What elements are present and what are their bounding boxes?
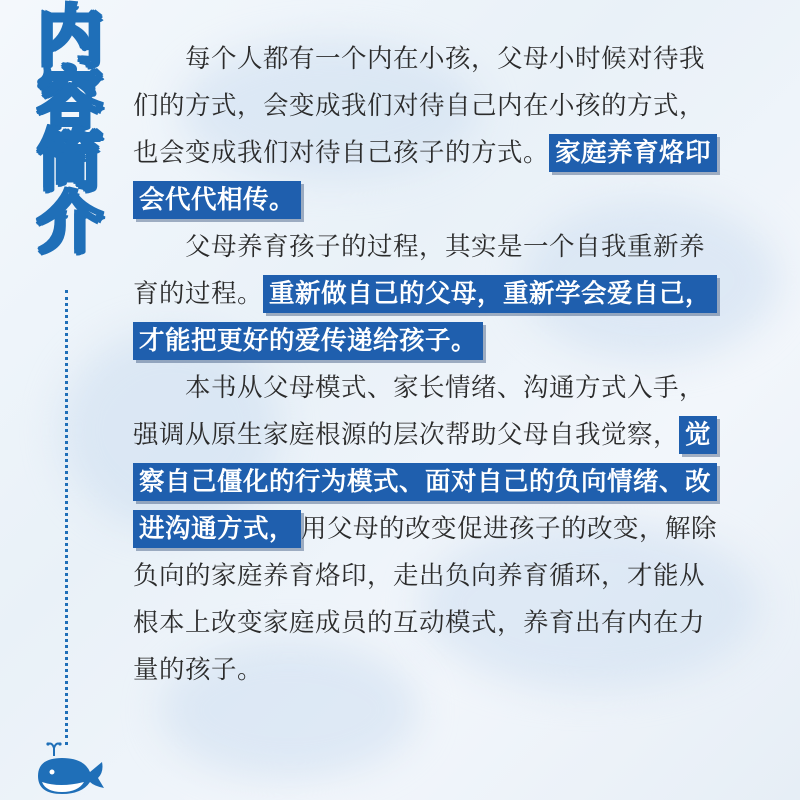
- body-text: 负向的家庭养育烙印，走出负向养育循环，才能从: [133, 561, 706, 591]
- highlighted-text: 觉: [679, 416, 717, 454]
- body-text: 父母养育孩子的过程，其实是一个自我重新养: [185, 232, 706, 262]
- text-line: [133, 600, 753, 647]
- highlighted-text: 家庭养育烙印: [549, 134, 717, 172]
- text-line: [133, 318, 753, 365]
- title-char: 内: [37, 0, 103, 75]
- text-line: [133, 83, 753, 130]
- body-text: 也会变成我们对待自己孩子的方式。: [133, 138, 550, 168]
- paragraph: [133, 36, 753, 224]
- text-line: [133, 647, 753, 694]
- body-text: 本书从父母模式、家长情绪、沟通方式入手，: [185, 373, 706, 403]
- highlighted-text: 察自己僵化的行为模式、面对自己的负向情绪、改: [133, 463, 717, 501]
- title-char: 容: [37, 60, 103, 137]
- text-line: [133, 130, 753, 177]
- highlighted-text: 会代代相传。: [133, 181, 301, 219]
- text-line: [133, 177, 753, 224]
- highlighted-text: 才能把更好的爱传递给孩子。: [133, 322, 483, 360]
- text-line: [133, 36, 753, 83]
- body-text: 量的孩子。: [133, 655, 264, 685]
- paragraph: [133, 365, 753, 694]
- title-char: 介: [37, 184, 103, 261]
- body-text: 每个人都有一个内在小孩，父母小时候对待我: [185, 44, 706, 74]
- body-text: 育的过程。: [133, 279, 264, 309]
- body-text: 强调从原生家庭根源的层次帮助父母自我觉察，: [133, 420, 680, 450]
- section-title: [30, 0, 110, 261]
- body-text: 用父母的改变促进孩子的改变，解除: [301, 514, 718, 544]
- body-text: 们的方式，会变成我们对待自己内在小孩的方式，: [133, 91, 706, 121]
- text-line: [133, 271, 753, 318]
- text-line: [133, 506, 753, 553]
- paragraph: [133, 224, 753, 365]
- highlighted-text: 重新做自己的父母，重新学会爱自己，: [263, 275, 717, 313]
- whale-icon: [32, 742, 108, 796]
- text-line: [133, 553, 753, 600]
- text-line: [133, 459, 753, 506]
- highlighted-text: 进沟通方式，: [133, 510, 301, 548]
- title-char: 简: [37, 122, 103, 199]
- dotted-divider: [65, 290, 68, 745]
- intro-text: [133, 36, 753, 694]
- body-text: 根本上改变家庭成员的互动模式，养育出有内在力: [133, 608, 706, 638]
- text-line: [133, 412, 753, 459]
- text-line: [133, 365, 753, 412]
- text-line: [133, 224, 753, 271]
